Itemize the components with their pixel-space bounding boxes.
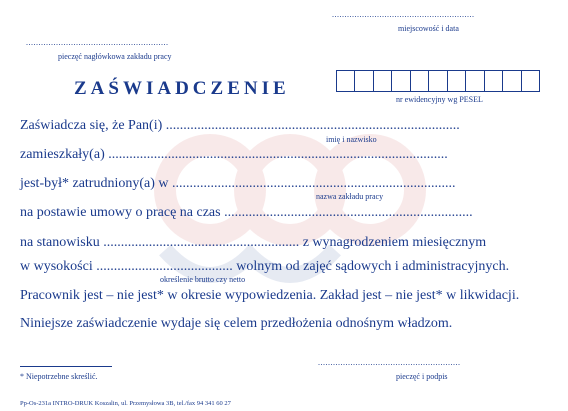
line-name-sub: imię i nazwisko xyxy=(326,135,377,144)
line-employer: jest-był* zatrudniony(a) w ................................................................................. xyxy=(20,176,456,191)
pesel-cell[interactable] xyxy=(522,71,539,91)
pesel-cell[interactable] xyxy=(448,71,466,91)
place-date-dots: ......................................................... xyxy=(332,10,475,19)
signature-dots: ......................................................... xyxy=(318,358,461,367)
line-position: na stanowisku ........................................................ z wynagrodzeniem miesięcznym xyxy=(20,235,487,250)
line-amount-sub: określenie brutto czy netto xyxy=(160,275,246,284)
line-purpose: Niniejsze zaświadczenie wydaje się celem przedłożenia odnośnym władzom. xyxy=(20,316,453,331)
pesel-cell[interactable] xyxy=(392,71,410,91)
place-date-label: miejscowość i data xyxy=(398,24,459,33)
footnote: * Niepotrzebne skreślić. xyxy=(20,372,98,381)
line-employer-sub: nazwa zakładu pracy xyxy=(316,192,384,201)
line-name: Zaświadcza się, że Pan(i) .................................................................................... xyxy=(20,118,460,133)
pesel-cell[interactable] xyxy=(503,71,521,91)
pesel-cell[interactable] xyxy=(466,71,484,91)
line-notice: Pracownik jest – nie jest* w okresie wypowiedzenia. Zakład jest – nie jest* w likwidacji. xyxy=(20,288,520,303)
line-amount: w wysokości ....................................... wolnym od zajęć sądowych i administracyjnych. xyxy=(20,259,510,274)
stamp-dots: ......................................................... xyxy=(26,38,169,47)
pesel-cell[interactable] xyxy=(411,71,429,91)
document-title: ZAŚWIADCZENIE xyxy=(74,78,290,99)
printer-footer: Pp-Os-231a INTRO-DRUK Koszalin, ul. Przemysłowa 3B, tel./fax 94 341 60 27 xyxy=(20,400,231,407)
line-contract: na postawie umowy o pracę na czas ....................................................................... xyxy=(20,205,473,220)
pesel-cell[interactable] xyxy=(337,71,355,91)
pesel-label: nr ewidencyjny wg PESEL xyxy=(396,95,483,104)
footnote-divider xyxy=(20,366,112,367)
pesel-cell[interactable] xyxy=(374,71,392,91)
signature-label: pieczęć i podpis xyxy=(396,372,448,381)
pesel-box[interactable] xyxy=(336,70,540,92)
line-address: zamieszkały(a) ................................................................................................. xyxy=(20,147,448,162)
pesel-cell[interactable] xyxy=(485,71,503,91)
stamp-label: pieczęć nagłówkowa zakładu pracy xyxy=(58,52,172,61)
pesel-cell[interactable] xyxy=(429,71,447,91)
pesel-cell[interactable] xyxy=(355,71,373,91)
